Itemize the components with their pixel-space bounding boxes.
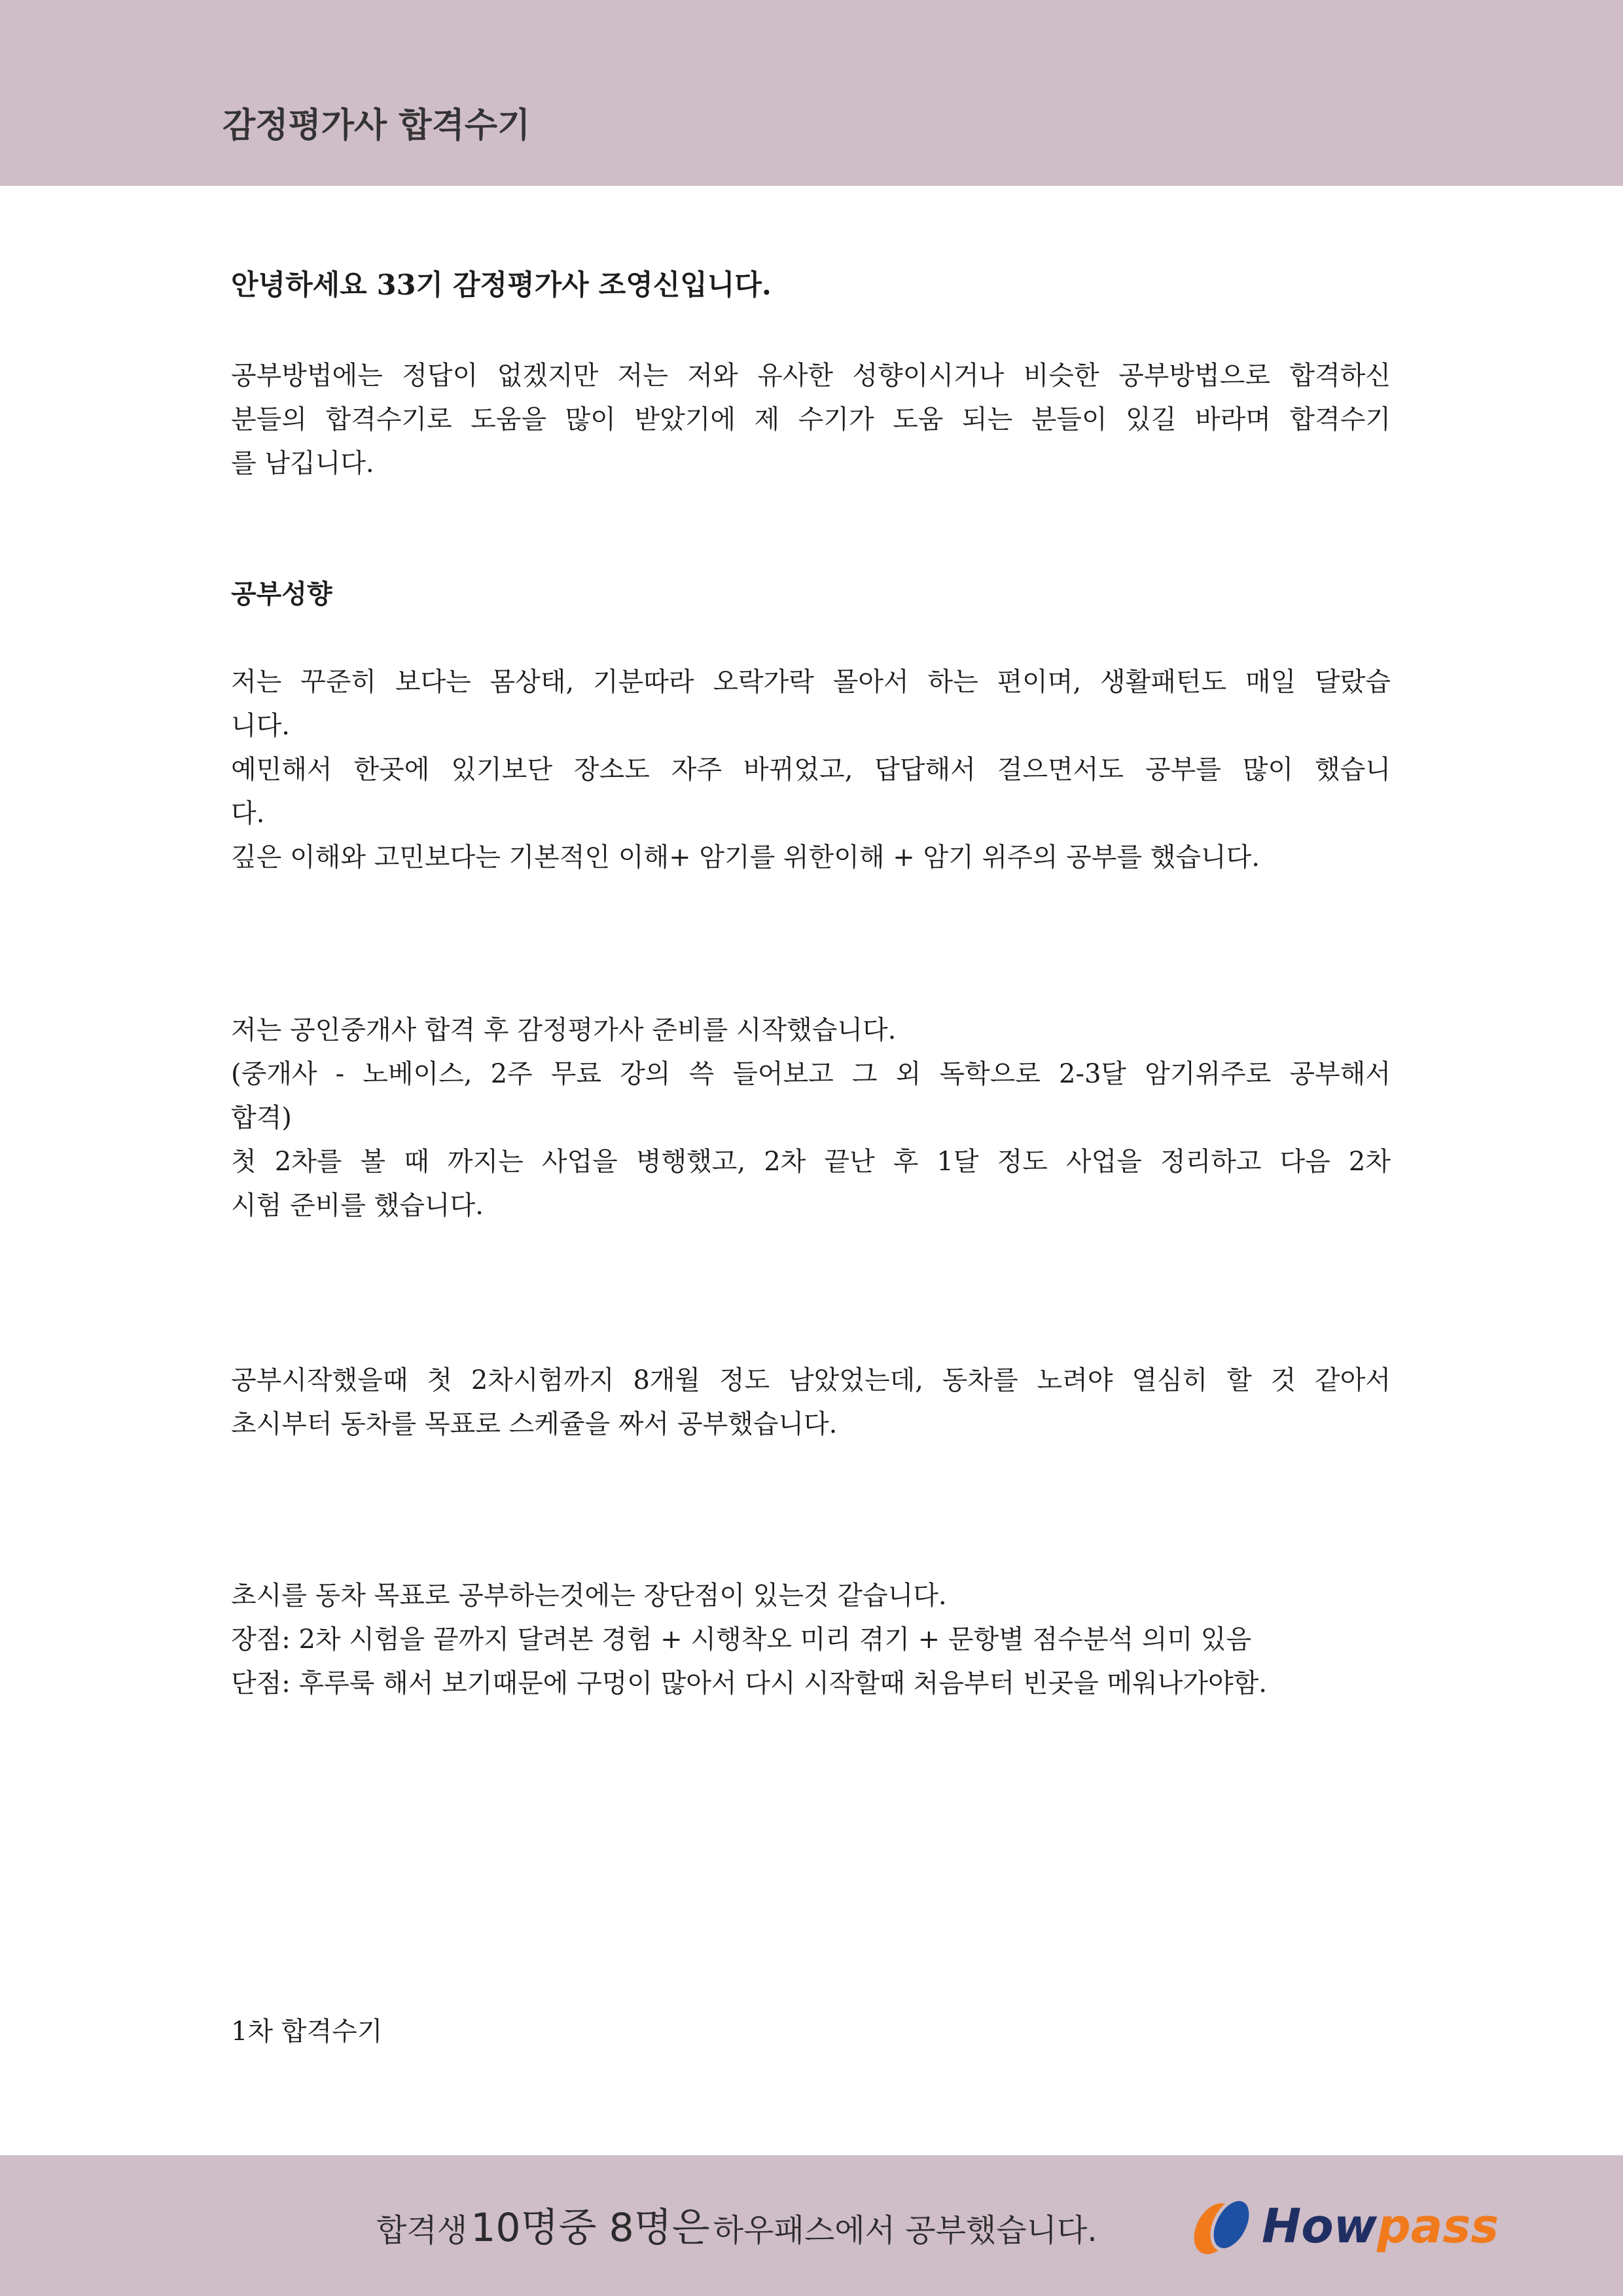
paragraph	[231, 1009, 1391, 1052]
intro-section	[231, 354, 1391, 486]
paragraph	[231, 836, 1391, 880]
text-line: 분들의 합격수기로 도움을 많이 받았기에 제 수기가 도움 되는 분들이 있길 바라며 합격수기	[231, 404, 1391, 435]
paragraph	[231, 1574, 1391, 1618]
paragraph	[231, 1052, 1391, 1140]
paragraph	[231, 354, 1391, 486]
header-band	[0, 0, 1623, 186]
text-line: 공부시작했을때 첫 2차시험까지 8개월 정도 남았었는데, 동차를 노려야 열심히 할 것 같아서	[231, 1365, 1391, 1395]
text-line: (중개사 - 노베이스, 2주 무료 강의 쓱 들어보고 그 외 독학으로 2-3달 암기위주로 공부해서	[231, 1059, 1391, 1089]
howpass-logo	[1188, 2192, 1555, 2260]
study-style-heading: 공부성향	[231, 579, 332, 609]
slogan-suffix: 하우패스에서 공부했습니다.	[713, 2212, 1097, 2249]
footer-slogan	[376, 2161, 1097, 2296]
greeting-heading: 안녕하세요 33기 감정평가사 조영신입니다.	[231, 269, 772, 302]
paragraph	[231, 748, 1391, 836]
study-style-section	[231, 660, 1391, 880]
logo-wordmark	[1262, 2192, 1499, 2260]
text-line: 초시부터 동차를 목표로 스케쥴을 짜서 공부했습니다.	[231, 1409, 838, 1439]
text-line: 저는 공인중개사 합격 후 감정평가사 준비를 시작했습니다.	[231, 1015, 897, 1045]
text-line: 단점: 후루룩 해서 보기때문에 구멍이 많아서 다시 시작할때 처음부터 빈곳을 메워나가야함.	[231, 1668, 1268, 1698]
text-line: 저는 꾸준히 보다는 몸상태, 기분따라 오락가락 몰아서 하는 편이며, 생활패턴도 매일 달랐습	[231, 667, 1391, 697]
text-line: 예민해서 한곳에 있기보단 장소도 자주 바뀌었고, 답답해서 걸으면서도 공부를 많이 했습니	[231, 755, 1391, 785]
text-line: 합격)	[231, 1103, 292, 1133]
schedule-section	[231, 1359, 1391, 1446]
text-line: 니다.	[231, 711, 290, 741]
next-section-title: 1차 합격수기	[231, 2017, 383, 2047]
pros-cons-section	[231, 1574, 1391, 1706]
paragraph	[231, 660, 1391, 748]
howpass-leaf-logo-icon	[1188, 2192, 1257, 2260]
slogan-highlight: 10명중 8명은	[471, 2205, 710, 2251]
text-line: 깊은 이해와 고민보다는 기본적인 이해+ 암기를 위한이해 + 암기 위주의 공부를 했습니다.	[231, 842, 1260, 872]
slogan-prefix: 합격생	[376, 2212, 468, 2249]
footer-band	[0, 2155, 1623, 2296]
paragraph	[231, 1618, 1391, 1662]
paragraph	[231, 1359, 1391, 1446]
text-line: 초시를 동차 목표로 공부하는것에는 장단점이 있는것 같습니다.	[231, 1581, 947, 1611]
logo-pass-text: pass	[1377, 2198, 1499, 2253]
text-line: 를 남깁니다.	[231, 448, 374, 478]
background-section	[231, 1009, 1391, 1228]
logo-how-text: How	[1262, 2198, 1378, 2253]
text-line: 첫 2차를 볼 때 까지는 사업을 병행했고, 2차 끝난 후 1달 정도 사업을 정리하고 다음 2차	[231, 1147, 1391, 1177]
paragraph	[231, 1662, 1391, 1706]
paragraph	[231, 1140, 1391, 1228]
text-line: 공부방법에는 정답이 없겠지만 저는 저와 유사한 성향이시거나 비슷한 공부방법으로 합격하신	[231, 361, 1391, 391]
text-line: 다.	[231, 798, 265, 829]
header-title: 감정평가사 합격수기	[223, 106, 531, 145]
text-line: 장점: 2차 시험을 끝까지 달려본 경험 + 시행착오 미리 겪기 + 문항별 점수분석 의미 있음	[231, 1624, 1252, 1655]
text-line: 시험 준비를 했습니다.	[231, 1191, 484, 1221]
